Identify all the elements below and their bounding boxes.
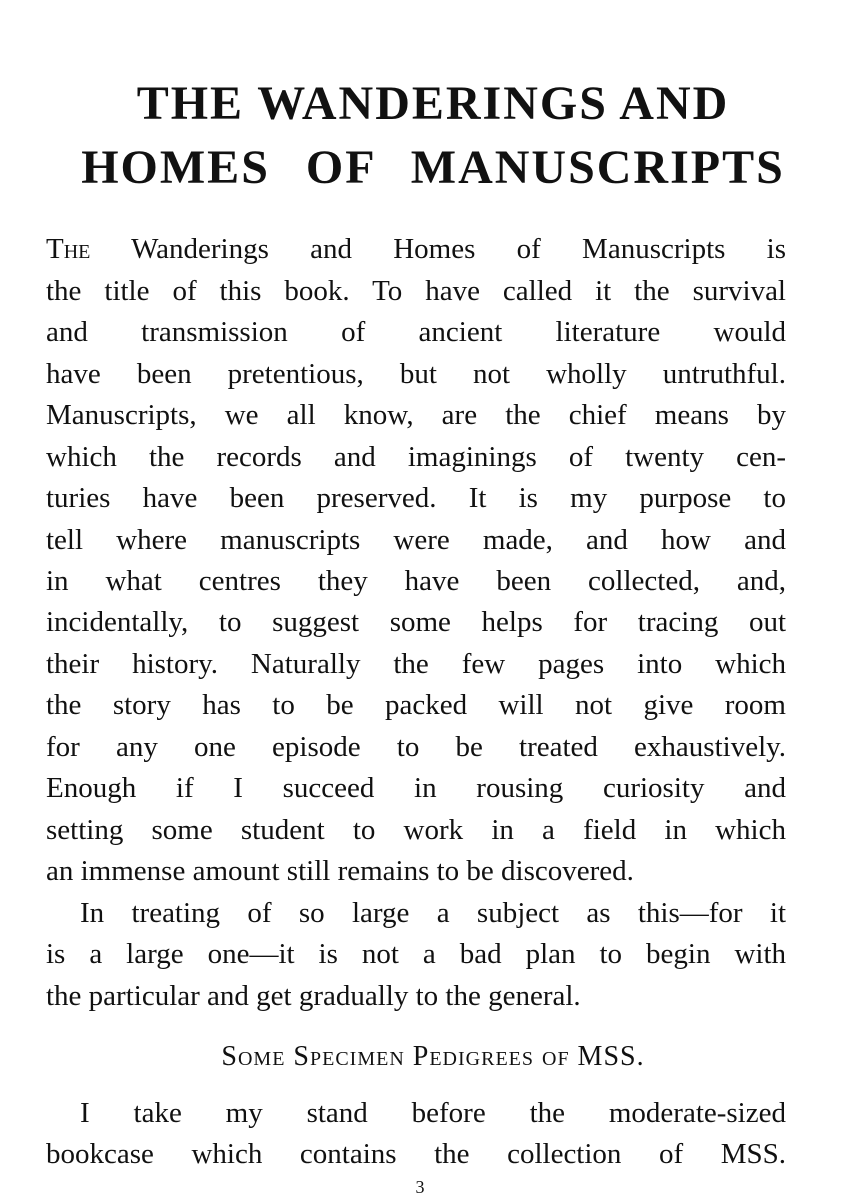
body-line-12: the story has to be packed will not give room: [46, 689, 786, 721]
para2-line-1: In treating of so large a subject as this—for it: [80, 897, 786, 929]
body-line-16: an immense amount still remains to be discovered.: [46, 855, 634, 887]
chapter-title-line-2: HOMES OF MANUSCRIPTS: [81, 141, 785, 194]
para2-line-2: is a large one—it is not a bad plan to begin with: [46, 938, 786, 970]
body-line-4: have been pretentious, but not wholly untruthful.: [46, 358, 786, 390]
section-line-1: I take my stand before the moderate-sized: [80, 1097, 786, 1129]
body-line-11: their history. Naturally the few pages into which: [46, 648, 786, 680]
chapter-title-line-1: THE WANDERINGS AND: [136, 77, 730, 130]
para2-line-3: the particular and get gradually to the general.: [46, 980, 581, 1012]
body-line-2: the title of this book. To have called it the survival: [46, 275, 786, 307]
body-line-1: [46, 235, 786, 264]
body-line-3: and transmission of ancient literature would: [46, 316, 786, 348]
body-line-5: Manuscripts, we all know, are the chief means by: [46, 399, 786, 431]
body-line-15: setting some student to work in a field in which: [46, 814, 786, 846]
body-line-14: Enough if I succeed in rousing curiosity and: [46, 772, 786, 804]
section-line-2: bookcase which contains the collection of MSS.: [46, 1138, 786, 1170]
body-line-8: tell where manuscripts were made, and how and: [46, 524, 786, 556]
body-line-1-text: Wanderings and Homes of Manuscripts is: [90, 233, 786, 265]
body-line-10: incidentally, to suggest some helps for tracing out: [46, 606, 786, 638]
body-line-9: in what centres they have been collected, and,: [46, 565, 786, 597]
body-line-6: which the records and imaginings of twenty cen-: [46, 441, 786, 473]
opening-word: The: [46, 233, 91, 265]
body-line-13: for any one episode to be treated exhaustively.: [46, 731, 786, 763]
body-line-7: turies have been preserved. It is my purpose to: [46, 482, 786, 514]
page-number: 3: [415, 1177, 425, 1197]
section-heading: Some Specimen Pedigrees of MSS.: [221, 1041, 645, 1072]
